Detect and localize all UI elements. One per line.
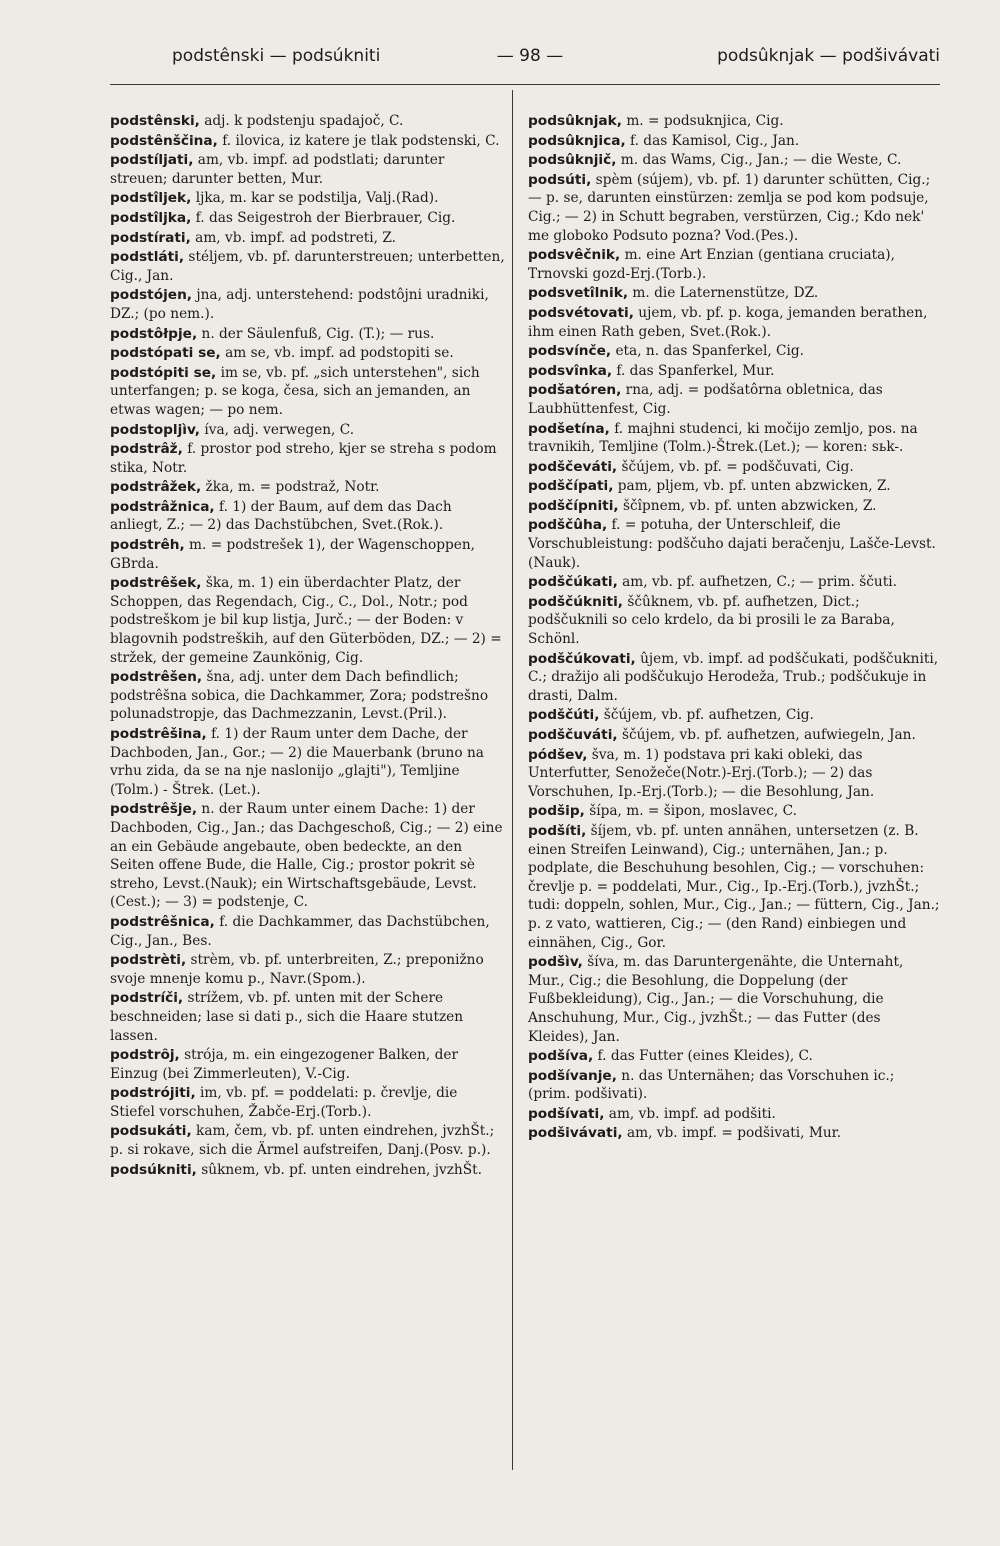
definition: íva, adj. verwegen, C. (199, 421, 355, 438)
headword: podstrâž, (110, 441, 183, 458)
dictionary-entry (110, 668, 505, 724)
definition: am, vb. impf. = podšivati, Mur. (622, 1125, 842, 1142)
definition: ščîpnem, vb. pf. unten abzwicken, Z. (618, 497, 877, 514)
definition: ujem, vb. pf. p. koga, jemanden berathen, ihm einen Rath geben, Svet.(Rok.). (528, 304, 928, 340)
headword: podstopljìv, (110, 421, 200, 438)
headword: podstôłpje, (110, 325, 198, 342)
headword: podsvétovati, (528, 304, 634, 321)
definition: m. eine Art Enzian (gentiana cruciata), Trnovski gozd-Erj.(Torb.). (528, 247, 895, 282)
definition: ščújem, vb. pf. aufhetzen, aufwiegeln, Jan. (617, 727, 916, 743)
headword: podsukáti, (110, 1123, 192, 1140)
headword: podsvînka, (528, 362, 613, 379)
dictionary-entry (528, 112, 940, 131)
dictionary-entry (528, 1105, 940, 1124)
dictionary-entry (110, 800, 505, 912)
dictionary-entry (528, 802, 940, 821)
dictionary-entry (110, 574, 505, 667)
right-column (528, 112, 940, 1144)
dictionary-entry (110, 325, 505, 344)
headword: podščûha, (528, 517, 608, 534)
dictionary-entry (110, 1122, 505, 1159)
dictionary-entry (528, 593, 940, 649)
definition: šva, m. 1) podstava pri kaki obleki, das Unterfutter, Senožeče(Notr.)-Erj.(Torb.); — 2) das Vorschuhen, Ip.-Erj.(Torb.); — die Besohlung, Jan. (528, 746, 875, 800)
dictionary-entry (528, 497, 940, 516)
definition: n. das Unternähen; das Vorschuhen ic.; (prim. podšivati). (528, 1067, 895, 1103)
definition: strója, m. ein eingezogener Balken, der Einzug (bei Zimmerleuten), V.-Cig. (110, 1047, 459, 1082)
definition: f. das Kamisol, Cig., Jan. (625, 132, 800, 149)
dictionary-entry (110, 536, 505, 573)
headword: podšívanje, (528, 1067, 617, 1084)
definition: m. das Wams, Cig., Jan.; — die Weste, C. (616, 152, 902, 169)
definition: šíva, m. das Daruntergenähte, die Unternaht, Mur., Cig.; die Besohlung, die Doppelung (der Fußbekleidung), Cig., Jan.; — die Vorschuhung, die Anschuhung, Mur., Cig., jvzhŠt.; — das Futter (des Kleides), Jan. (528, 954, 904, 1045)
headword: podščúkniti, (528, 593, 623, 610)
dictionary-entry (110, 209, 505, 228)
headword: podstrêšen, (110, 669, 203, 686)
dictionary-entry (528, 284, 940, 303)
definition: ščújem, vb. pf. = podščuvati, Cig. (617, 458, 854, 475)
header-right-guide: podsûknjak — podšivávati (717, 46, 940, 66)
definition: adj. k podstenju spadajoč, C. (199, 113, 404, 129)
dictionary-entry (110, 951, 505, 988)
dictionary-entry (110, 364, 505, 420)
definition: im se, vb. pf. „sich unterstehen", sich unterfangen; p. se koga, česa, sich an jemanden, an etwas wagen; — po nem. (110, 364, 480, 418)
headword: podstláti, (110, 249, 185, 266)
headword: podstîljka, (110, 209, 192, 226)
definition: strèm, vb. pf. unterbreiten, Z.; preponižno svoje mnenje komu p., Navr.(Spom.). (110, 952, 484, 987)
dictionary-entry (110, 1046, 505, 1083)
definition: f. = potuha, der Unterschleif, die Vorschubleistung: podščuho dajati beračenju, Lašče-Levst.(Nauk). (528, 517, 936, 571)
headword: podsvetîlnik, (528, 285, 629, 302)
dictionary-entry (528, 706, 940, 725)
headword: podstrêšje, (110, 801, 198, 818)
headword: podstópiti se, (110, 364, 217, 381)
definition: f. prostor pod streho, kjer se streha s podom stika, Notr. (110, 441, 497, 476)
definition: kam, čem, vb. pf. unten eindrehen, jvzhŠt.; p. si rokave, sich die Ärmel aufstreifen, Danj.(Posv. p.). (110, 1123, 495, 1159)
headword: podšìv, (528, 954, 583, 971)
definition: eta, n. das Spanferkel, Cig. (611, 343, 804, 360)
headword: podstrêšek, (110, 575, 202, 592)
headword: podstrȏj, (110, 1047, 180, 1064)
dictionary-entry (528, 746, 940, 802)
dictionary-entry (528, 132, 940, 151)
dictionary-entry (528, 246, 940, 283)
dictionary-entry (528, 822, 940, 952)
dictionary-entry (528, 726, 940, 745)
dictionary-entry (528, 1047, 940, 1066)
headword: podščuváti, (528, 727, 618, 743)
dictionary-entry (528, 458, 940, 477)
definition: f. das Seigestroh der Bierbrauer, Cig. (191, 209, 456, 226)
definition: am, vb. pf. aufhetzen, C.; — prim. ščuti. (617, 574, 897, 591)
headword: podsûknjica, (528, 132, 626, 149)
dictionary-entry (110, 440, 505, 477)
definition: am, vb. impf. ad podšiti. (604, 1105, 776, 1122)
dictionary-entry (110, 1084, 505, 1121)
headword: podšip, (528, 803, 585, 820)
headword: podstrâžek, (110, 479, 202, 496)
headword: podšivávati, (528, 1125, 623, 1142)
definition: f. 1) der Baum, auf dem das Dach anliegt, Z.; — 2) das Dachstübchen, Svet.(Rok.). (110, 498, 452, 534)
headword: podstrâžnica, (110, 498, 215, 515)
dictionary-entry (528, 1067, 940, 1104)
definition: strížem, vb. pf. unten mit der Schere beschneiden; lase si dati p., sich die Haare stutzen lassen. (110, 990, 464, 1044)
headword: podstênski, (110, 113, 200, 129)
dictionary-entry (110, 189, 505, 208)
definition: im, vb. pf. = poddelati: p. črevlje, die Stiefel vorschuhen, Žabče-Erj.(Torb.). (110, 1085, 458, 1120)
page-header (110, 46, 940, 86)
column-divider (512, 90, 513, 1470)
page-number: — 98 — (496, 46, 564, 66)
definition: f. die Dachkammer, das Dachstübchen, Cig., Jan., Bes. (110, 913, 490, 949)
definition: f. das Spanferkel, Mur. (612, 362, 775, 379)
dictionary-entry (528, 362, 940, 381)
left-column (110, 112, 505, 1180)
dictionary-entry (528, 516, 940, 572)
definition: am se, vb. impf. ad podstopiti se. (220, 345, 454, 362)
definition: am, vb. impf. ad podstreti, Z. (190, 229, 397, 246)
headword: podstrêh, (110, 537, 185, 554)
dictionary-entry (110, 913, 505, 950)
headword: podstrêšina, (110, 726, 207, 742)
definition: m. = podstrešek 1), der Wagenschoppen, GBrda. (110, 537, 475, 572)
dictionary-entry (528, 420, 940, 457)
dictionary-entry (110, 725, 505, 799)
definition: žka, m. = podstraž, Notr. (201, 479, 380, 496)
headword: podsvínče, (528, 343, 612, 360)
definition: n. der Säulenfuß, Cig. (T.); — rus. (197, 325, 435, 342)
definition: jna, adj. unterstehend: podstôjni uradniki, DZ.; (po nem.). (110, 287, 489, 322)
dictionary-entry (110, 478, 505, 497)
dictionary-entry (110, 286, 505, 323)
dictionary-entry (110, 344, 505, 363)
dictionary-entry (528, 1124, 940, 1143)
definition: ška, m. 1) ein überdachter Platz, der Schoppen, das Regendach, Cig., C., Dol., Notr.; pod podstreškom je bil kup listja, Jurč.; — der Boden: v blagovnih podstreških, auf den Güterböden, DZ.; — 2) = stržek, der gemeine Zaunkönig, Cig. (110, 575, 502, 666)
definition: f. majhni studenci, ki močijo zemljo, pos. na travnikih, Temljine (Tolm.)-Štrek.(Let.); — koren: sьk-. (528, 420, 918, 456)
definition: šíjem, vb. pf. unten annähen, untersetzen (z. B. einen Streifen Leinwand), Cig.; unternähen, Jan.; p. podplate, die Beschuhung besohlen, Cig.; — vorschuhen: črevlje p. = poddelati, Mur., Cig., Ip.-Erj.(Torb.), jvzhŠt.; tudi: doppeln, sohlen, Mur., Cig., Jan.; — füttern, Cig., Jan.; p. z vato, wattieren, Cig.; — (den Rand) einbiegen und einnähen, Cig., Gor. (528, 822, 940, 951)
headword: podstópati se, (110, 345, 221, 362)
definition: f. das Futter (eines Kleides), C. (593, 1048, 813, 1065)
definition: m. die Laternenstütze, DZ. (628, 285, 819, 302)
definition: f. ilovica, iz katere je tlak podstenski, C. (217, 132, 500, 149)
header-left-guide: podstênski — podsúkniti (172, 46, 381, 66)
definition: ûjem, vb. impf. ad podščukati, podščukniti, C.; dražijo ali podščukujo Herodeža, Trub.; podščukuje in drasti, Dalm. (528, 650, 939, 704)
headword: podšívati, (528, 1105, 605, 1122)
dictionary-entry (528, 381, 940, 418)
headword: podšetína, (528, 420, 610, 437)
headword: podščúti, (528, 707, 600, 724)
definition: n. der Raum unter einem Dache: 1) der Dachboden, Cig., Jan.; das Dachgeschoß, Cig.; — 2) eine an ein Gebäude angebaute, oben bedeckte, an den Seiten offene Bude, die Halle, Cig.; prostor pokrit sè streho, Levst.(Nauk); ein Wirtschaftsgebäude, Levst.(Cest.); — 3) = podstenje, C. (110, 801, 503, 911)
headword: podsúkniti, (110, 1161, 197, 1178)
headword: podščúkovati, (528, 650, 636, 667)
headword: podšatóren, (528, 382, 622, 399)
headword: podstírati, (110, 229, 191, 246)
dictionary-entry (110, 1161, 505, 1180)
headword: podstrójiti, (110, 1085, 196, 1102)
headword: podsvêčnik, (528, 247, 621, 264)
headword: podsûknjak, (528, 113, 622, 129)
definition: spèm (sújem), vb. pf. 1) darunter schütten, Cig.; — p. se, darunten einstürzen: zemlja se pod kom podsuje, Cig.; — 2) in Schutt begraben, verstürzen, Cig.; Kdo nek' me globoko Podsuto pozna? Vod.(Pes.). (528, 171, 931, 244)
header-rule (110, 84, 940, 85)
dictionary-entry (528, 953, 940, 1046)
definition: šna, adj. unter dem Dach befindlich; podstrêšna sobica, die Dachkammer, Zora; podstrešno polunadstropje, das Dachmezzanin, Levst.(Pril.). (110, 669, 489, 723)
headword: podstríči, (110, 990, 184, 1007)
definition: ščújem, vb. pf. aufhetzen, Cig. (599, 707, 814, 724)
dictionary-entry (110, 151, 505, 188)
dictionary-entry (528, 171, 940, 245)
headword: podščúkati, (528, 574, 618, 591)
dictionary-entry (110, 229, 505, 248)
definition: rna, adj. = podšatôrna obletnica, das Laubhüttenfest, Cig. (528, 382, 883, 417)
headword: podsúti, (528, 171, 592, 188)
dictionary-entry (528, 573, 940, 592)
dictionary-entry (528, 477, 940, 496)
dictionary-entry (110, 989, 505, 1045)
definition: stéljem, vb. pf. darunterstreuen; unterbetten, Cig., Jan. (110, 249, 505, 284)
dictionary-entry (110, 498, 505, 535)
dictionary-entry (110, 248, 505, 285)
dictionary-entry (528, 342, 940, 361)
definition: am, vb. impf. ad podstlati; darunter streuen; darunter betten, Mur. (110, 152, 445, 187)
dictionary-entry (110, 112, 505, 131)
dictionary-entry (110, 421, 505, 440)
headword: podšíva, (528, 1048, 594, 1065)
headword: podstíljati, (110, 152, 194, 169)
definition: f. 1) der Raum unter dem Dache, der Dachboden, Jan., Gor.; — 2) die Mauerbank (bruno na vrhu zida, da se na nje naslonijo „glajti"), Temljine (Tolm.) - Štrek. (Let.). (110, 726, 484, 798)
headword: podstrèti, (110, 952, 187, 969)
dictionary-entry (528, 650, 940, 706)
headword: podščeváti, (528, 458, 618, 475)
definition: m. = podsuknjica, Cig. (621, 113, 784, 129)
definition: sûknem, vb. pf. unten eindrehen, jvzhŠt. (196, 1161, 482, 1178)
headword: podstrêšnica, (110, 913, 215, 930)
dictionary-entry (528, 304, 940, 341)
headword: podšíti, (528, 822, 587, 839)
headword: podsûknjič, (528, 152, 617, 169)
headword: pódšev, (528, 746, 588, 763)
headword: podstójen, (110, 287, 193, 304)
definition: ščûknem, vb. pf. aufhetzen, Dict.; podščuknili so celo krdelo, da bi prosili le za Baraba, Schönl. (528, 593, 895, 648)
definition: šípa, m. = šipon, moslavec, C. (584, 803, 797, 820)
headword: podščípniti, (528, 497, 619, 514)
headword: podstîljek, (110, 190, 192, 207)
headword: podstênščina, (110, 132, 218, 149)
dictionary-entry (528, 151, 940, 170)
dictionary-entry (110, 132, 505, 151)
definition: pam, pljem, vb. pf. unten abzwicken, Z. (613, 478, 891, 495)
headword: podščípati, (528, 478, 614, 495)
definition: ljka, m. kar se podstilja, Valj.(Rad). (191, 190, 439, 207)
